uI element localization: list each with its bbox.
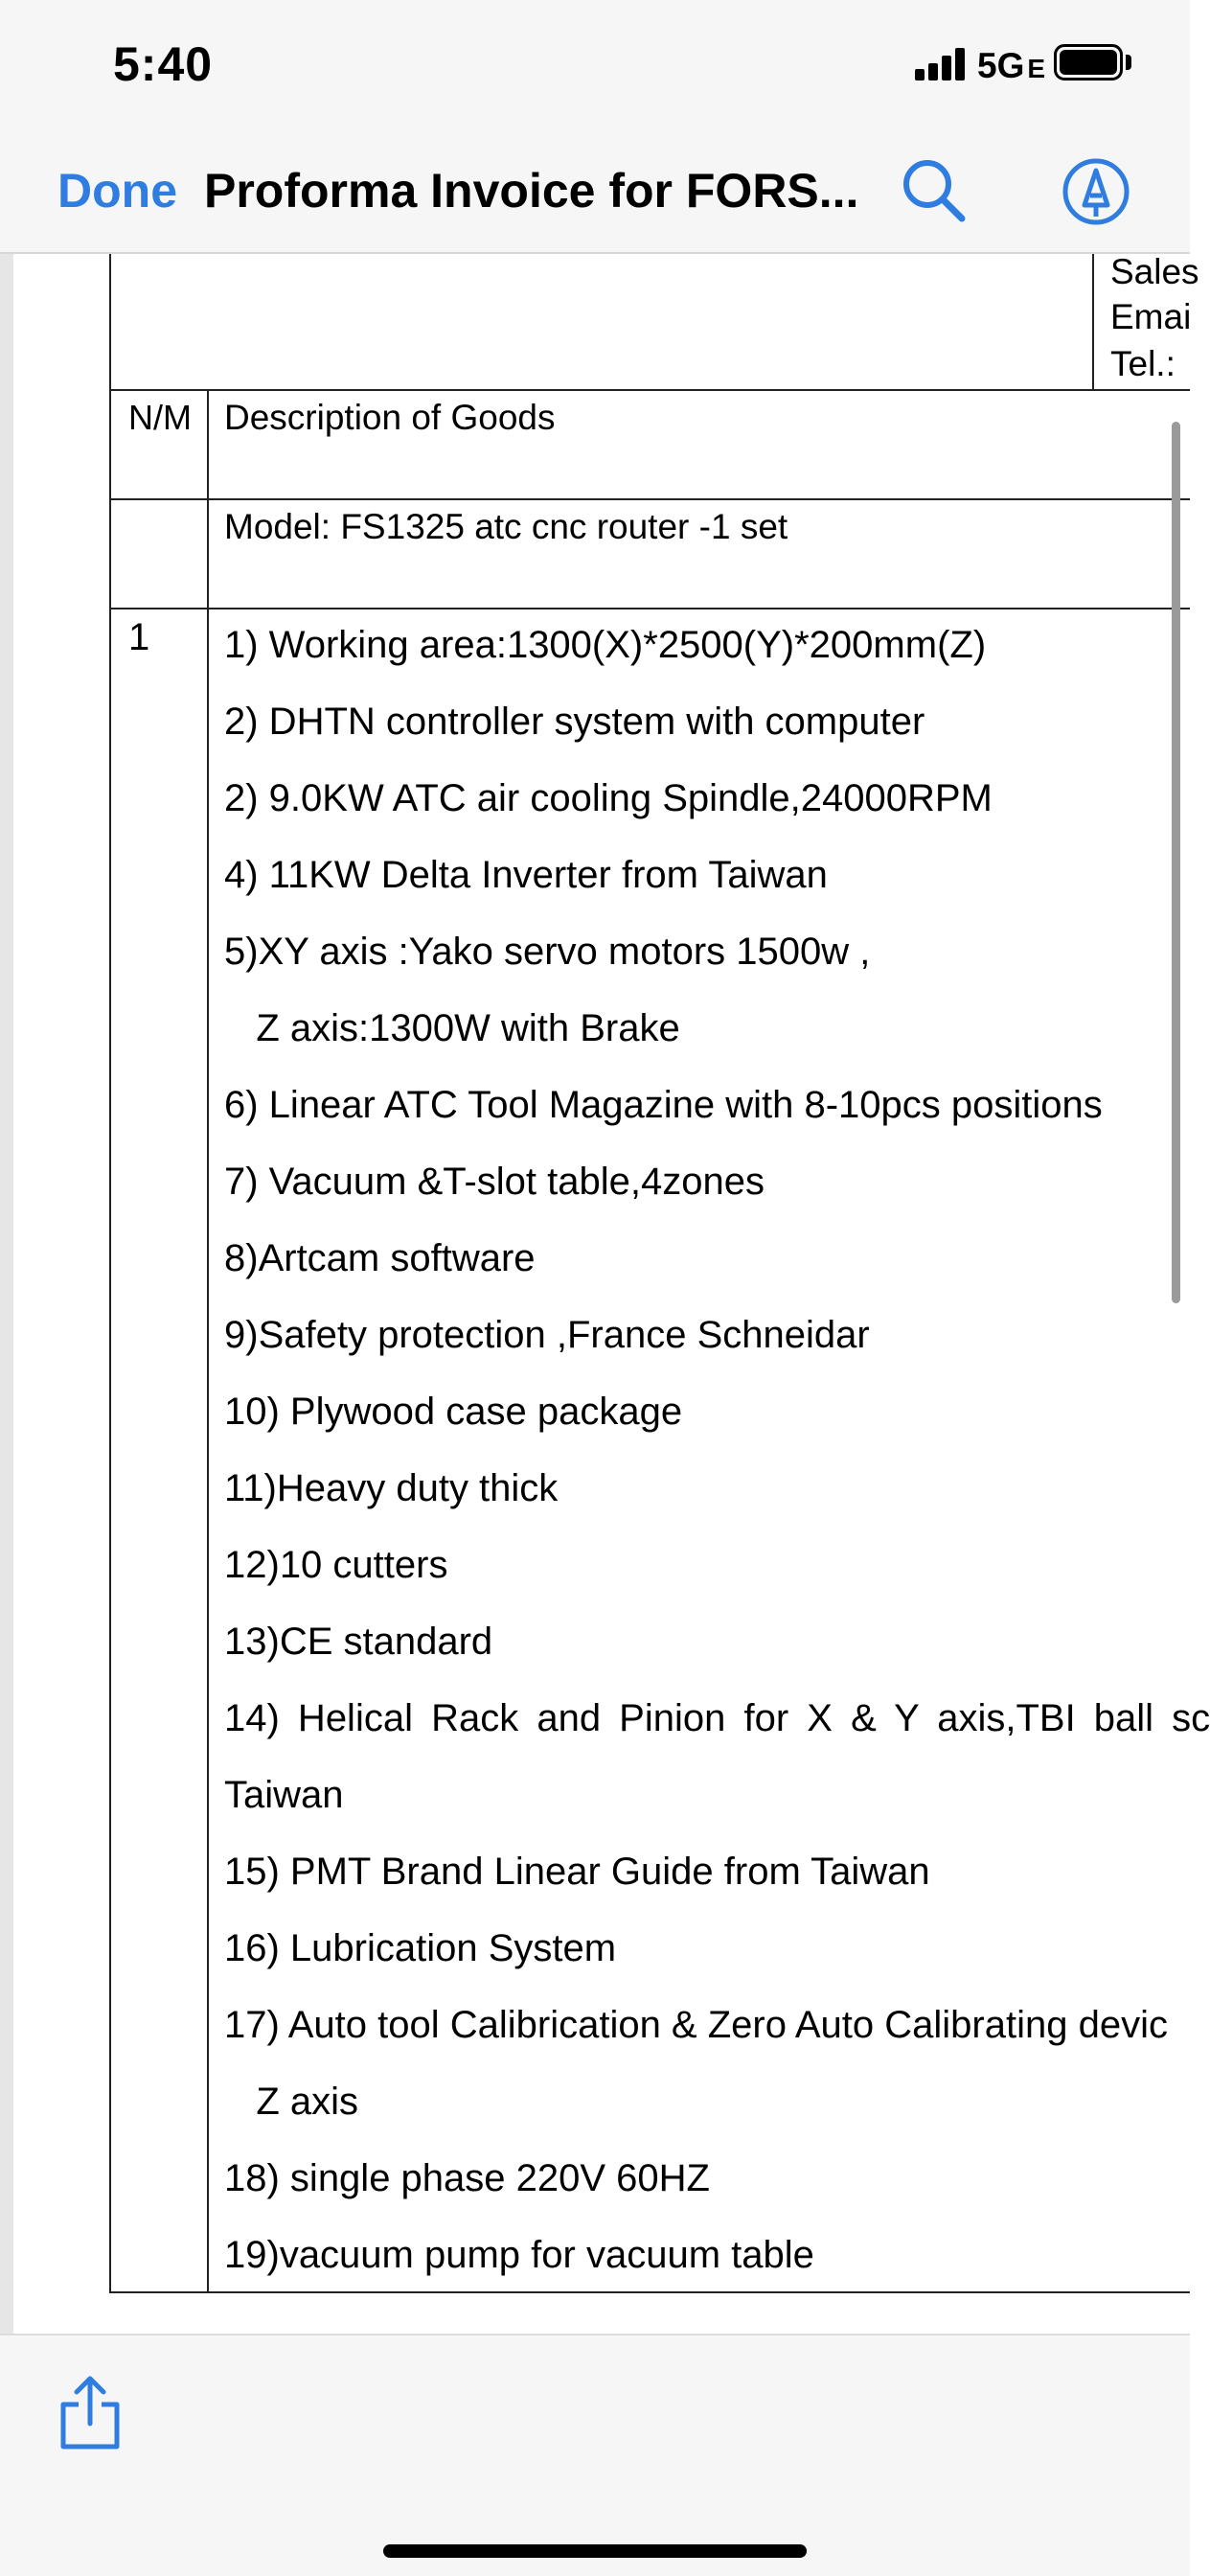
bottom-toolbar (0, 2334, 1190, 2576)
network-indicator: 5G E (977, 46, 1046, 85)
battery-cap (1126, 55, 1131, 70)
spec-item: 11)Heavy duty thick (224, 1467, 559, 1509)
spec-item: 13)CE standard (224, 1621, 493, 1663)
spec-item: 10) Plywood case package (224, 1391, 683, 1433)
spec-item: 12)10 cutters (224, 1544, 448, 1586)
column-divider (207, 389, 209, 2292)
spec-item: 5)XY axis :Yako servo motors 1500w , (224, 931, 871, 973)
nav-bar (0, 134, 1190, 254)
spec-item: 4) 11KW Delta Inverter from Taiwan (224, 854, 828, 896)
table-rule (109, 389, 1190, 391)
spec-item: 15) PMT Brand Linear Guide from Taiwan (224, 1851, 930, 1893)
spec-item: 9)Safety protection ,France Schneidar (224, 1314, 870, 1356)
search-button[interactable] (901, 157, 968, 224)
spec-item: 16) Lubrication System (224, 1927, 617, 1969)
vertical-scrollbar[interactable] (1172, 422, 1180, 1303)
column-header-nm: N/M (128, 398, 192, 437)
document-viewport[interactable] (0, 252, 1210, 2334)
spec-item: 17) Auto tool Calibrication & Zero Auto Calibrating devic (224, 2004, 1168, 2046)
spec-item: Z axis:1300W with Brake (224, 1007, 680, 1049)
invoice-page (0, 252, 1210, 2334)
spec-item: 6) Linear ATC Tool Magazine with 8-10pcs positions (224, 1084, 1103, 1126)
spec-item: 2) DHTN controller system with computer (224, 701, 925, 743)
table-rule (109, 498, 1190, 500)
table-rule (109, 2291, 1190, 2293)
document-title: Proforma Invoice for FORS... (204, 164, 859, 218)
home-indicator[interactable] (383, 2544, 807, 2558)
share-button[interactable] (57, 2374, 123, 2450)
status-bar (0, 0, 1190, 134)
spec-item: 1) Working area:1300(X)*2500(Y)*200mm(Z) (224, 624, 987, 666)
spec-item: 14) Helical Rack and Pinion for X & Y axis,TBI ball sc (224, 1697, 1210, 1739)
header-email: Emai (1110, 297, 1192, 336)
spec-item: 2) 9.0KW ATC air cooling Spindle,24000RPM (224, 777, 993, 819)
done-button[interactable]: Done (57, 164, 177, 218)
markup-button[interactable] (1062, 157, 1130, 226)
header-divider (1092, 254, 1094, 390)
markup-icon (1062, 157, 1130, 226)
column-header-description: Description of Goods (224, 398, 556, 437)
spec-item: 18) single phase 220V 60HZ (224, 2157, 710, 2199)
share-icon (57, 2374, 123, 2450)
status-time: 5:40 (113, 37, 214, 91)
cellular-signal-icon (915, 46, 965, 80)
table-rule (109, 608, 1190, 610)
model-line: Model: FS1325 atc cnc router -1 set (224, 507, 788, 546)
spec-item: Taiwan (224, 1774, 344, 1816)
search-icon (901, 157, 968, 224)
battery-icon (1054, 44, 1123, 80)
table-border-left (109, 254, 111, 2292)
row-number: 1 (128, 616, 150, 658)
spec-item: 8)Artcam software (224, 1237, 536, 1279)
header-sales: Sales (1110, 252, 1199, 291)
header-tel: Tel.: (1110, 344, 1176, 383)
spec-item: 7) Vacuum &T-slot table,4zones (224, 1161, 765, 1203)
spec-item: 19)vacuum pump for vacuum table (224, 2234, 814, 2276)
spec-item: Z axis (224, 2081, 359, 2123)
